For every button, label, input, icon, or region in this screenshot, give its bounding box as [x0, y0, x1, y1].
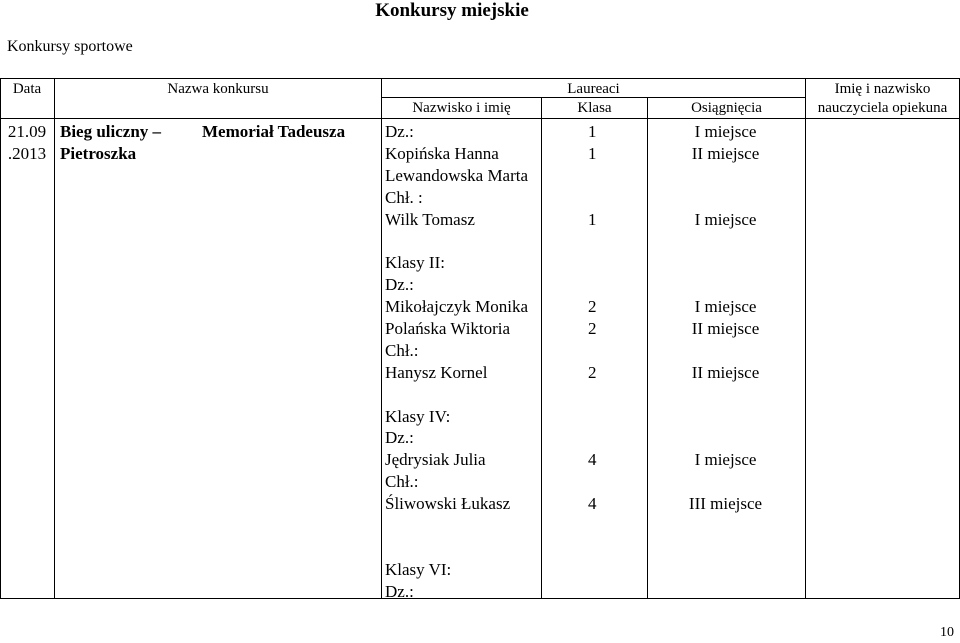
list-item	[588, 274, 597, 296]
list-item: Dz.:	[385, 122, 414, 141]
list-item: Mikołajczyk Monika	[385, 297, 529, 317]
list-item: Chł. :	[385, 187, 423, 207]
list-item: Klasy IV:	[385, 406, 451, 426]
list-item	[588, 559, 597, 581]
page-number: 10	[940, 625, 954, 640]
date-line2: .2013	[7, 144, 47, 163]
list-item: II miejsce	[691, 143, 760, 163]
list-item	[646, 559, 805, 581]
list-item: III miejsce	[688, 494, 763, 514]
list-item	[646, 340, 805, 362]
laureate-classes	[588, 121, 597, 603]
list-item: Wilk Tomasz	[385, 209, 475, 229]
list-item: II miejsce	[691, 319, 760, 339]
header-opiekun-line1: Imię i nazwisko	[834, 81, 931, 97]
list-item	[385, 384, 528, 406]
header-opiekun-line2: nauczyciela opiekuna	[817, 100, 948, 116]
list-item	[646, 384, 805, 406]
list-item	[646, 515, 805, 537]
document-title: Konkursy miejskie	[375, 0, 529, 21]
col-divider-date	[54, 78, 55, 599]
list-item	[588, 406, 597, 428]
list-item: 1	[588, 209, 597, 229]
list-item: 2	[588, 319, 597, 339]
list-item	[646, 274, 805, 296]
list-item: I miejsce	[694, 450, 757, 470]
header-laureaci: Laureaci	[567, 81, 620, 97]
list-item: Jędrysiak Julia	[385, 450, 486, 470]
list-item	[588, 537, 597, 559]
list-item	[588, 252, 597, 274]
list-item: 2	[588, 362, 597, 382]
header-klasa: Klasa	[577, 100, 612, 116]
list-item	[385, 230, 528, 252]
list-item	[588, 515, 597, 537]
list-item: 1	[588, 143, 597, 163]
header-data: Data	[12, 81, 42, 97]
list-item	[646, 427, 805, 449]
section-subtitle: Konkursy sportowe	[7, 38, 133, 55]
list-item: 4	[588, 450, 597, 470]
list-item	[646, 252, 805, 274]
list-item: Dz.:	[385, 581, 414, 601]
list-item: I miejsce	[694, 297, 757, 317]
list-item	[588, 230, 597, 252]
list-item: Polańska Wiktoria	[385, 319, 511, 339]
contest-name-line1-part1: Bieg uliczny –	[60, 122, 162, 141]
list-item	[646, 187, 805, 209]
contest-name-line2: Pietroszka	[60, 144, 137, 163]
list-item	[588, 581, 597, 603]
list-item: I miejsce	[694, 122, 757, 141]
list-item: II miejsce	[691, 362, 760, 382]
list-item	[588, 340, 597, 362]
list-item: Chł.:	[385, 340, 419, 360]
laureate-names	[385, 121, 528, 603]
list-item: I miejsce	[694, 209, 757, 229]
list-item	[385, 537, 528, 559]
header-nazwisko-i-imie: Nazwisko i imię	[412, 100, 511, 116]
list-item	[646, 406, 805, 428]
list-item: Klasy II:	[385, 253, 445, 273]
list-item	[646, 230, 805, 252]
list-item	[588, 187, 597, 209]
list-item	[588, 165, 597, 187]
list-item: 1	[588, 122, 597, 141]
date-line1: 21.09	[7, 122, 47, 141]
header-osiagniecia: Osiągnięcia	[691, 100, 762, 116]
list-item	[646, 537, 805, 559]
list-item	[646, 471, 805, 493]
col-divider-contest	[381, 78, 382, 599]
header-divider-bottom	[0, 118, 960, 119]
list-item	[385, 515, 528, 537]
list-item: Dz.:	[385, 428, 414, 448]
header-nazwa-konkursu: Nazwa konkursu	[167, 81, 269, 97]
list-item: Śliwowski Łukasz	[385, 494, 511, 514]
list-item: Dz.:	[385, 275, 414, 295]
list-item: Kopińska Hanna	[385, 143, 499, 163]
col-divider-class	[541, 97, 542, 599]
list-item: Chł.:	[385, 472, 419, 492]
laureate-achievements	[646, 121, 805, 603]
col-divider-supervisor	[805, 78, 806, 599]
list-item: Hanysz Kornel	[385, 362, 488, 382]
table-border-top	[0, 78, 960, 79]
list-item: Lewandowska Marta	[385, 165, 529, 185]
contest-name-line1-part2: Memoriał Tadeusza	[202, 122, 346, 141]
list-item: 2	[588, 297, 597, 317]
list-item: 4	[588, 494, 597, 514]
list-item	[588, 471, 597, 493]
list-item	[588, 427, 597, 449]
list-item	[646, 165, 805, 187]
list-item	[646, 581, 805, 603]
list-item	[588, 384, 597, 406]
list-item: Klasy VI:	[385, 559, 452, 579]
